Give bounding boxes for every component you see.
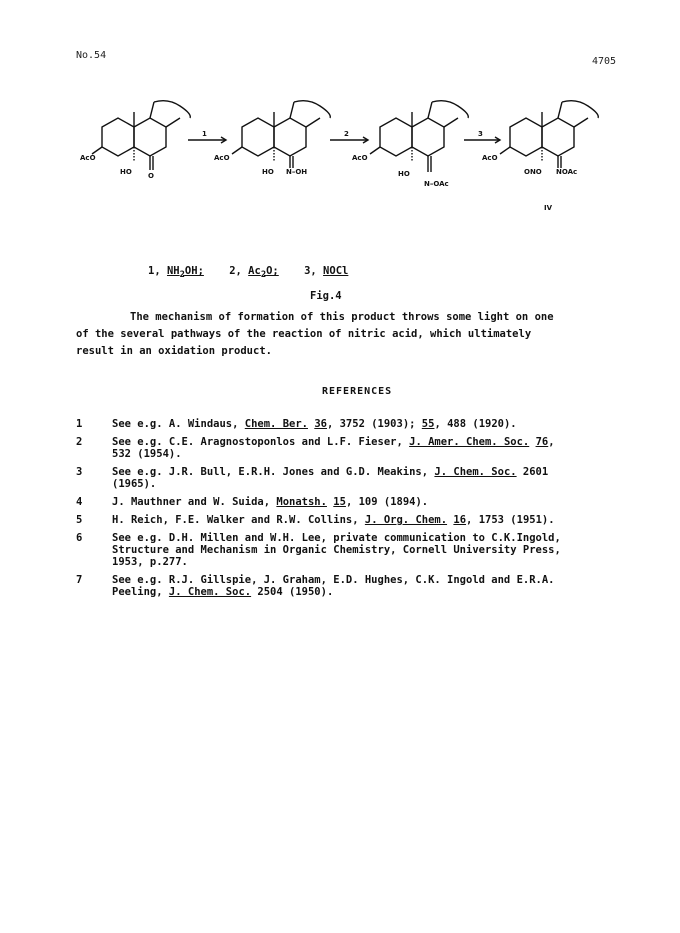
volume-number: 36: [314, 418, 327, 430]
reference-text: 2504 (1950).: [251, 586, 334, 598]
structure-1: [92, 101, 190, 170]
page-header-left: No.54: [76, 50, 107, 61]
ono-label: ONO: [524, 168, 542, 176]
reference-text: See e.g. C.E. Aragnostoponlos and L.F. Fieser,: [112, 436, 410, 448]
journal-name: J. Chem. Soc.: [168, 586, 252, 598]
reaction-scheme: [80, 92, 620, 242]
reference-text: , 3752 (1903);: [326, 418, 422, 430]
reference-item: [76, 436, 624, 460]
noac-short-label: NOAc: [556, 168, 578, 176]
para-line-1: The mechanism of formation of this product throws some light on one: [130, 311, 554, 323]
structure-2: [232, 101, 330, 168]
compound-iv-label: IV: [544, 204, 553, 212]
reagent-1-num: 1,: [148, 265, 161, 277]
references-list: [76, 418, 624, 604]
aco-label-1: AcO: [80, 154, 96, 162]
journal-name: J. Amer. Chem. Soc.: [409, 436, 530, 448]
references-heading: REFERENCES: [322, 386, 393, 397]
reference-text: 1953, p.277.: [112, 556, 188, 568]
volume-number: 15: [333, 496, 346, 508]
reference-text: , 1753 (1951).: [466, 514, 555, 526]
reference-text: See e.g. J.R. Bull, E.R.H. Jones and G.D. Meakins,: [112, 466, 435, 478]
figure-label: Fig.4: [310, 290, 342, 302]
ho-label-1: HO: [120, 168, 132, 176]
ho-label-3: HO: [398, 170, 410, 178]
volume-number: 16: [453, 514, 467, 526]
reference-text: See e.g. D.H. Millen and W.H. Lee, private communication to C.K.Ingold,: [112, 532, 561, 544]
reagent-3-num: 3,: [304, 265, 317, 277]
reagent-list: [148, 265, 348, 280]
ho-label-2: HO: [262, 168, 274, 176]
arrow-3-label: 3: [478, 130, 483, 138]
reference-text: J. Mauthner and W. Suida,: [112, 496, 277, 508]
para-line-3: result in an oxidation product.: [76, 345, 272, 357]
journal-name: J. Org. Chem.: [364, 514, 448, 526]
reagent-2-sub: 2: [260, 270, 267, 281]
reference-number: 4: [76, 496, 83, 508]
structure-4: [500, 101, 598, 168]
reference-number: 1: [76, 418, 83, 430]
reference-number: 2: [76, 436, 83, 448]
reagent-2-num: 2,: [229, 265, 242, 277]
reference-item: [76, 466, 624, 490]
reference-text: See e.g. A. Windaus,: [112, 418, 245, 430]
reference-number: 3: [76, 466, 83, 478]
aco-label-4: AcO: [482, 154, 498, 162]
reference-number: 6: [76, 532, 83, 544]
para-line-2: of the several pathways of the reaction of nitric acid, which ultimately: [76, 328, 532, 340]
reference-text: , 488 (1920).: [434, 418, 517, 430]
reference-item: [76, 532, 624, 568]
volume-number: 76: [535, 436, 549, 448]
reference-text: ,: [548, 436, 555, 448]
reagent-1-sub: 2: [179, 270, 185, 281]
o-label-1: O: [148, 172, 154, 180]
aco-label-2: AcO: [214, 154, 230, 162]
body-paragraph: [76, 309, 616, 360]
reagent-2-b: O;: [266, 265, 279, 277]
reference-item: [76, 514, 624, 526]
noh-label: N–OH: [286, 168, 308, 176]
arrow-2-label: 2: [344, 130, 349, 138]
reagent-1-a: NH: [166, 265, 180, 277]
reference-item: [76, 574, 624, 598]
reference-text: 2601: [516, 466, 549, 478]
reference-number: 7: [76, 574, 83, 586]
arrow-1-label: 1: [202, 130, 207, 138]
reagent-1-b: OH;: [184, 265, 204, 277]
volume-number: 55: [421, 418, 435, 430]
journal-name: Monatsh.: [276, 496, 327, 508]
reference-text: , 109 (1894).: [345, 496, 429, 508]
reference-item: [76, 496, 624, 508]
journal-name: Chem. Ber.: [244, 418, 308, 430]
reference-text: H. Reich, F.E. Walker and R.W. Collins,: [112, 514, 365, 526]
reference-text: See e.g. R.J. Gillspie, J. Graham, E.D. Hughes, C.K. Ingold and E.R.A.: [112, 574, 555, 586]
reference-text: Peeling,: [112, 586, 169, 598]
reference-item: [76, 418, 624, 430]
reference-text: Structure and Mechanism in Organic Chemistry, Cornell University Press,: [112, 544, 561, 556]
reference-text: 532 (1954).: [112, 448, 182, 460]
reagent-2-a: Ac: [248, 265, 261, 277]
reagent-3: NOCl: [323, 265, 349, 277]
reference-number: 5: [76, 514, 83, 526]
page-number: 4705: [592, 56, 617, 67]
journal-name: J. Chem. Soc.: [434, 466, 517, 478]
aco-label-3: AcO: [352, 154, 368, 162]
noac-label: N–OAc: [424, 180, 449, 188]
reference-text: (1965).: [112, 478, 157, 490]
structure-3: [370, 101, 468, 172]
